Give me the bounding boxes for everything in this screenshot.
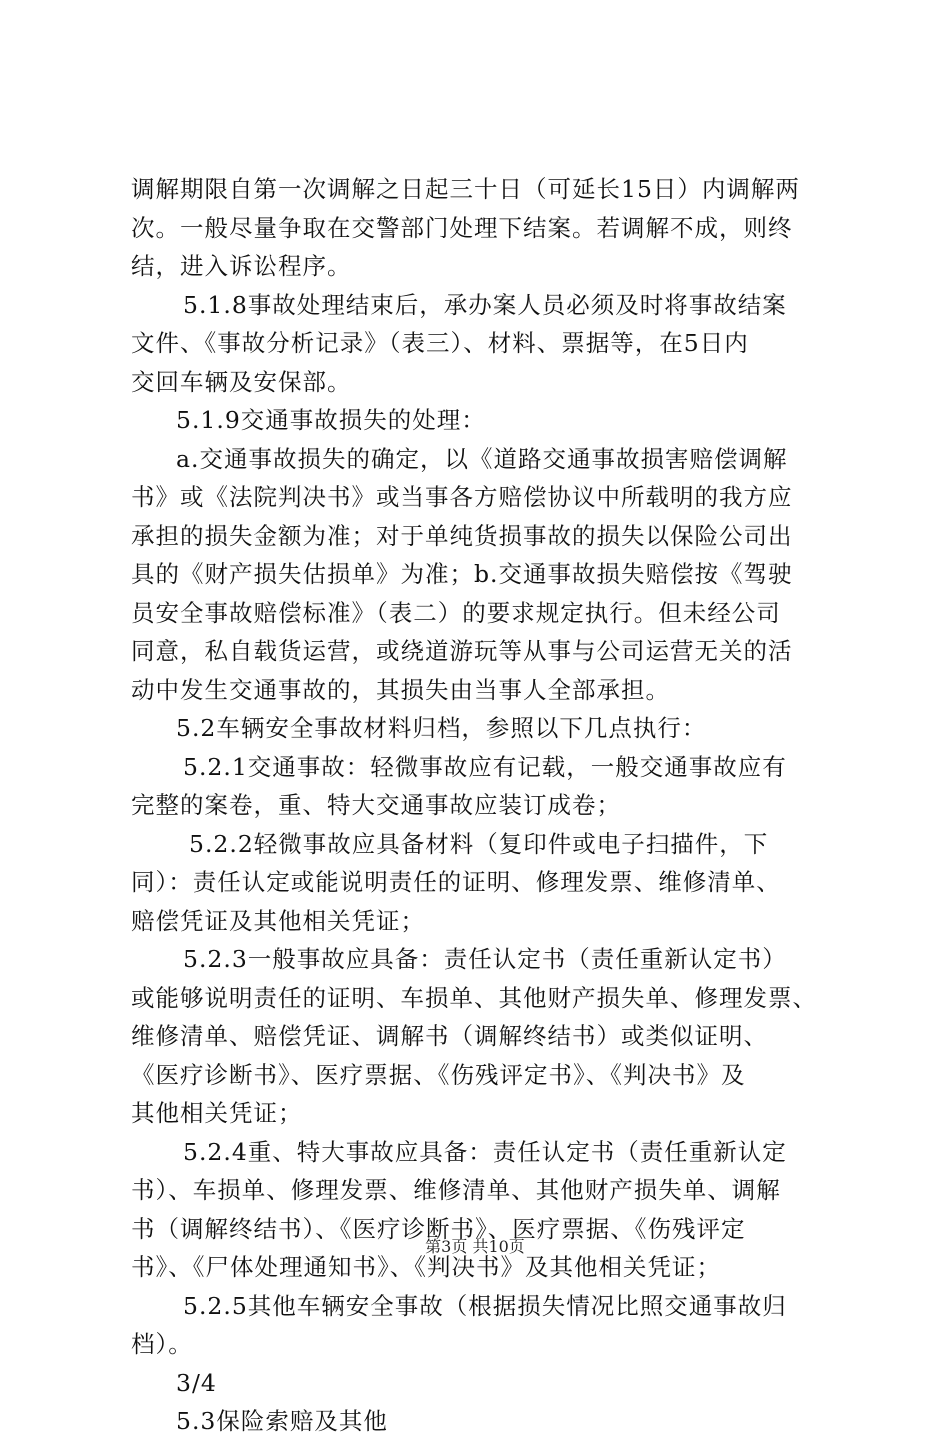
text-line: 5.2.2轻微事故应具备材料（复印件或电子扫描件，下 bbox=[189, 829, 769, 858]
text-line: 或能够说明责任的证明、车损单、其他财产损失单、修理发票、 bbox=[131, 983, 817, 1012]
text-line: 同）：责任认定或能说明责任的证明、修理发票、维修清单、 bbox=[131, 868, 781, 896]
text-line: 档）。 bbox=[131, 1330, 193, 1358]
text-line: 动中发生交通事故的，其损失由当事人全部承担。 bbox=[131, 675, 670, 704]
text-line: 5.2.3一般事故应具备：责任认定书（责任重新认定书） bbox=[183, 945, 787, 973]
text-line: 3/4 bbox=[176, 1368, 217, 1397]
text-line: 《医疗诊断书》、医疗票据、《伤残评定书》、《判决书》及 bbox=[131, 1060, 746, 1089]
text-line: a.交通事故损失的确定，以《道路交通事故损害赔偿调解 bbox=[176, 444, 788, 473]
text-line: 员安全事故赔偿标准》（表二）的要求规定执行。但未经公司 bbox=[131, 598, 781, 627]
text-line: 文件、《事故分析记录》（表三）、材料、票据等，在5日内 bbox=[131, 329, 749, 357]
text-line: 书》或《法院判决书》或当事各方赔偿协议中所载明的我方应 bbox=[131, 483, 793, 511]
text-line: 5.3保险索赔及其他 bbox=[176, 1407, 388, 1435]
text-line: 具的《财产损失估损单》为准；b.交通事故损失赔偿按《驾驶 bbox=[131, 560, 793, 588]
text-line: 完整的案卷，重、特大交通事故应装订成卷； bbox=[131, 791, 621, 819]
text-line: 赔偿凭证及其他相关凭证； bbox=[131, 906, 425, 935]
text-line: 书）、车损单、修理发票、维修清单、其他财产损失单、调解 bbox=[131, 1176, 781, 1204]
text-line: 5.2.1交通事故：轻微事故应有记载，一般交通事故应有 bbox=[183, 752, 787, 781]
text-line: 交回车辆及安保部。 bbox=[131, 367, 352, 396]
text-line: 同意，私自载货运营，或绕道游玩等从事与公司运营无关的活 bbox=[131, 637, 793, 665]
page-number-footer: 第3页 共10页 bbox=[425, 1237, 525, 1256]
text-line: 5.2.4重、特大事故应具备：责任认定书（责任重新认定 bbox=[183, 1137, 787, 1166]
text-line: 书（调解终结书）、《医疗诊断书》、医疗票据、《伤残评定 bbox=[131, 1214, 746, 1243]
text-line: 5.2.5其他车辆安全事故（根据损失情况比照交通事故归 bbox=[183, 1291, 787, 1320]
text-line: 其他相关凭证； bbox=[131, 1099, 303, 1127]
text-line: 5.1.9交通事故损失的处理： bbox=[176, 406, 486, 434]
text-line: 调解期限自第一次调解之日起三十日（可延长15日）内调解两 bbox=[131, 175, 800, 203]
text-line: 次。一般尽量争取在交警部门处理下结案。若调解不成，则终 bbox=[131, 213, 793, 242]
text-line: 5.1.8事故处理结束后，承办案人员必须及时将事故结案 bbox=[183, 290, 787, 319]
text-line: 维修清单、赔偿凭证、调解书（调解终结书）或类似证明、 bbox=[131, 1022, 768, 1050]
text-line: 5.2车辆安全事故材料归档，参照以下几点执行： bbox=[176, 714, 707, 742]
text-line: 书》、《尸体处理通知书》、《判决书》及其他相关凭证； bbox=[131, 1253, 721, 1281]
text-line: 承担的损失金额为准；对于单纯货损事故的损失以保险公司出 bbox=[131, 521, 793, 550]
text-line: 结，进入诉讼程序。 bbox=[131, 252, 352, 280]
